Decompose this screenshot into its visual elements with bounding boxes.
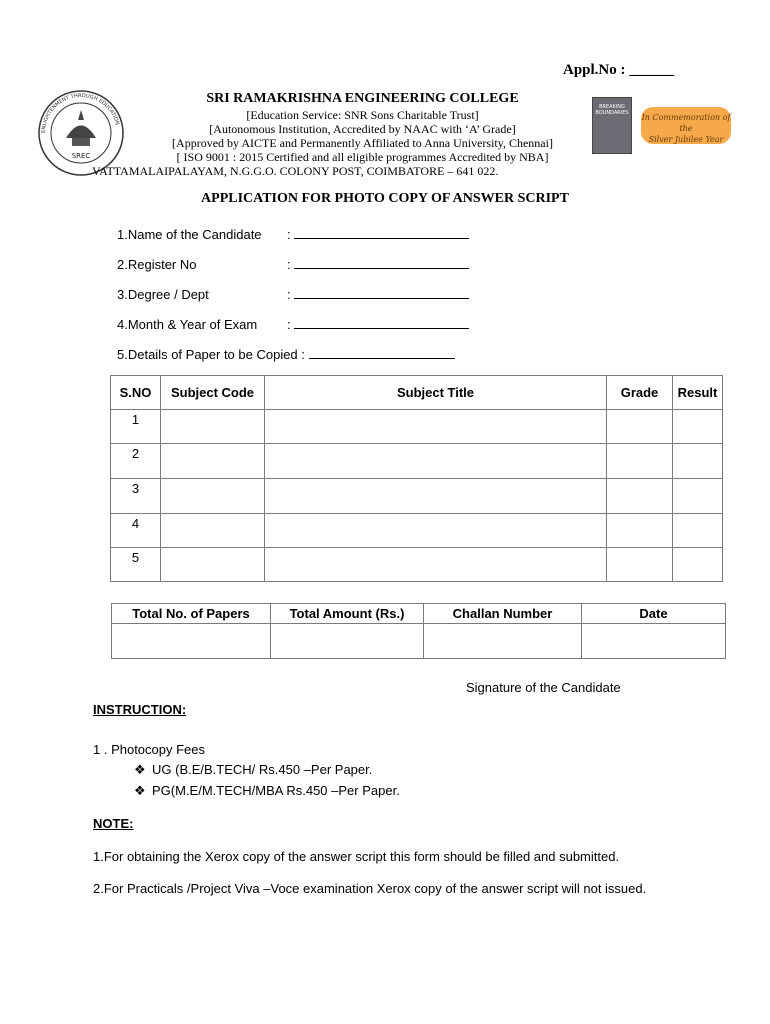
table-row (111, 514, 723, 548)
col-grade: Grade (607, 376, 673, 410)
subject-title-cell[interactable] (265, 444, 607, 479)
degree-dept-input-line[interactable] (294, 286, 469, 299)
book-title-1: BREAKING (599, 104, 625, 110)
details-field (117, 346, 455, 362)
header-line-1: [Education Service: SNR Sons Charitable Trust] (246, 108, 479, 122)
application-number: Appl.No : ______ (563, 62, 675, 78)
table-row (111, 410, 723, 444)
field-colon: : (287, 317, 291, 332)
challan-number-cell[interactable] (424, 624, 582, 659)
register-no-field (117, 256, 469, 272)
degree-dept-field (117, 286, 469, 302)
total-amount-cell[interactable] (271, 624, 424, 659)
sno-cell: 5 (111, 548, 161, 582)
college-name: SRI RAMAKRISHNA ENGINEERING COLLEGE (206, 91, 519, 106)
subject-code-cell[interactable] (161, 444, 265, 479)
emblem-ring-text: ENLIGHTENMENT THROUGH EDUCATION (40, 92, 121, 134)
result-cell[interactable] (673, 479, 723, 514)
note-item-2: 2.For Practicals /Project Viva –Voce examination Xerox copy of the answer script will not issued. (93, 881, 647, 896)
field-label: 1.Name of the Candidate (117, 227, 262, 242)
details-input-line[interactable] (309, 346, 455, 359)
date-cell[interactable] (582, 624, 726, 659)
result-cell[interactable] (673, 444, 723, 479)
table-row (111, 548, 723, 582)
fee-ug: UG (B.E/B.TECH/ Rs.450 –Per Paper. (152, 762, 373, 777)
name-input-line[interactable] (294, 226, 469, 239)
jubilee-line-2: Silver Jubilee Year (648, 135, 724, 144)
totals-table (111, 603, 726, 659)
college-address: VATTAMALAIPALAYAM, N.G.G.O. COLONY POST, COIMBATORE – 641 022. (92, 164, 499, 178)
month-year-field (117, 316, 469, 332)
result-cell[interactable] (673, 410, 723, 444)
field-label: 3.Degree / Dept (117, 287, 209, 302)
col-result: Result (673, 376, 723, 410)
header-line-2: [Autonomous Institution, Accredited by NAAC with ‘A’ Grade] (209, 122, 516, 136)
book-cover-image (592, 97, 632, 154)
col-challan-number: Challan Number (424, 604, 582, 624)
details-label: 5.Details of Paper to be Copied : (117, 347, 305, 362)
subject-title-cell[interactable] (265, 410, 607, 444)
list-item (134, 783, 400, 799)
header-line-3: [Approved by AICTE and Permanently Affiliated to Anna University, Chennai] (172, 136, 553, 150)
subject-code-cell[interactable] (161, 410, 265, 444)
grade-cell[interactable] (607, 514, 673, 548)
sno-cell: 4 (111, 514, 161, 548)
field-label: 4.Month & Year of Exam (117, 317, 258, 332)
field-colon: : (287, 227, 291, 242)
grade-cell[interactable] (607, 444, 673, 479)
subject-code-cell[interactable] (161, 514, 265, 548)
grade-cell[interactable] (607, 410, 673, 444)
register-no-input-line[interactable] (294, 256, 469, 269)
table-row (111, 444, 723, 479)
totals-header-row (112, 604, 726, 624)
grade-cell[interactable] (607, 479, 673, 514)
totals-input-row (112, 624, 726, 659)
header-line-4: [ ISO 9001 : 2015 Certified and all eligible programmes Accredited by NBA] (176, 150, 549, 164)
fee-pg: PG(M.E/M.TECH/MBA Rs.450 –Per Paper. (152, 783, 400, 798)
col-date: Date (582, 604, 726, 624)
signature-label: Signature of the Candidate (466, 680, 621, 695)
name-field (117, 226, 469, 242)
list-item (134, 762, 372, 778)
col-sno: S.NO (111, 376, 161, 410)
subject-code-cell[interactable] (161, 479, 265, 514)
diamond-bullet-icon: ❖ (134, 762, 146, 777)
col-subject-code: Subject Code (161, 376, 265, 410)
field-colon: : (287, 287, 291, 302)
subject-title-cell[interactable] (265, 479, 607, 514)
subjects-table (110, 375, 723, 582)
table-header-row (111, 376, 723, 410)
sno-cell: 1 (111, 410, 161, 444)
table-row (111, 479, 723, 514)
grade-cell[interactable] (607, 548, 673, 582)
book-title-2: BOUNDARIES (595, 110, 629, 116)
jubilee-line-1: In Commemoration of the (641, 113, 731, 133)
subject-code-cell[interactable] (161, 548, 265, 582)
field-colon: : (287, 257, 291, 272)
result-cell[interactable] (673, 514, 723, 548)
col-subject-title: Subject Title (265, 376, 607, 410)
col-total-papers: Total No. of Papers (112, 604, 271, 624)
sno-cell: 3 (111, 479, 161, 514)
note-title: NOTE: (93, 816, 134, 831)
form-title: APPLICATION FOR PHOTO COPY OF ANSWER SCRIPT (201, 191, 569, 206)
subject-title-cell[interactable] (265, 514, 607, 548)
emblem-text: SREC (71, 152, 91, 160)
field-label: 2.Register No (117, 257, 197, 272)
month-year-input-line[interactable] (294, 316, 469, 329)
diamond-bullet-icon: ❖ (134, 783, 146, 798)
fees-title: 1 . Photocopy Fees (93, 742, 206, 757)
note-item-1: 1.For obtaining the Xerox copy of the answer script this form should be filled and submitted. (93, 849, 620, 864)
silver-jubilee-badge (641, 107, 731, 144)
total-papers-cell[interactable] (112, 624, 271, 659)
sno-cell: 2 (111, 444, 161, 479)
subject-title-cell[interactable] (265, 548, 607, 582)
instruction-title: INSTRUCTION: (93, 702, 187, 717)
result-cell[interactable] (673, 548, 723, 582)
col-total-amount: Total Amount (Rs.) (271, 604, 424, 624)
